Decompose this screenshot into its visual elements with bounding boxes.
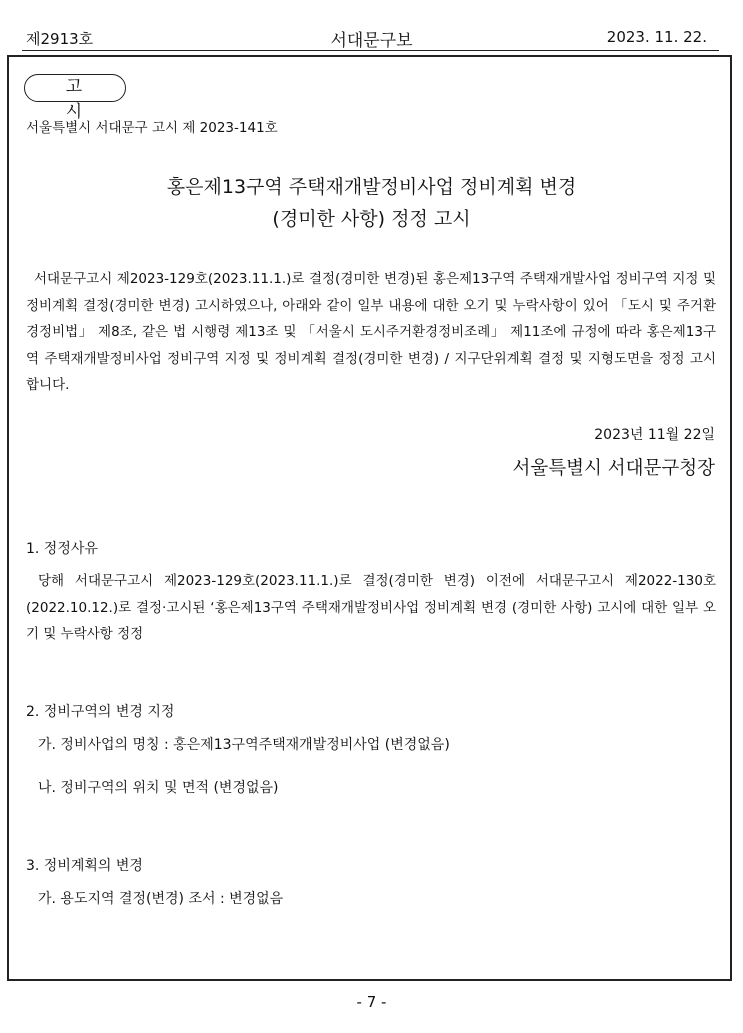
section-2-title: 2. 정비구역의 변경 지정 [26, 704, 175, 720]
issue-number: 제2913호 [26, 30, 94, 48]
notice-number: 서울특별시 서대문구 고시 제 2023-141호 [26, 120, 278, 136]
notice-title-line2: (경미한 사항) 정정 고시 [272, 208, 471, 230]
section-2-item-b: 나. 정비구역의 위치 및 면적 (변경없음) [38, 780, 279, 796]
gazette-name: 서대문구보 [330, 31, 413, 51]
section-2-item-a: 가. 정비사업의 명칭 : 홍은제13구역주택재개발정비사업 (변경없음) [38, 737, 450, 753]
notice-title-line1: 홍은제13구역 주택재개발정비사업 정비계획 변경 [166, 176, 577, 198]
section-1-title: 1. 정정사유 [26, 541, 98, 557]
section-3-item-a: 가. 용도지역 결정(변경) 조서 : 변경없음 [38, 891, 284, 907]
notice-date: 2023년 11월 22일 [594, 427, 715, 443]
section-1-body: 당해 서대문구고시 제2023-129호(2023.11.1.)로 결정(경미한 변경) 이전에 서대문구고시 제2022-130호(2022.10.12.)로 결정·고시된 ‘홍은제13구역 주택재개발정비사업 정비계획 변경 (경미한 사항) 고시에 대한 일부 오기 및 누락사항 정정 [26, 573, 716, 642]
page-number: - 7 - [356, 993, 387, 1011]
section-3-title: 3. 정비계획의 변경 [26, 858, 143, 874]
header-date: 2023. 11. 22. [606, 28, 707, 46]
notice-issuer: 서울특별시 서대문구청장 [512, 458, 715, 479]
header-divider [22, 50, 719, 51]
notice-badge: 고 시 [24, 74, 126, 102]
notice-body: 서대문구고시 제2023-129호(2023.11.1.)로 결정(경미한 변경)된 홍은제13구역 주택재개발사업 정비구역 지정 및 정비계획 결정(경미한 변경) 고시하였으나, 아래와 같이 일부 내용에 대한 오기 및 누락사항이 있어 「도시 및 주거환경정비법」 제8조, 같은 법 시행령 제13조 및 「서울시 도시주거환경정비조례」 제11조에 규정에 따라 홍은제13구역 주택재개발정비사업 정비구역 지정 및 정비계획 결정(경미한 변경) / 지구단위계획 결정 및 지형도면을 정정 고시 합니다. [26, 271, 716, 393]
